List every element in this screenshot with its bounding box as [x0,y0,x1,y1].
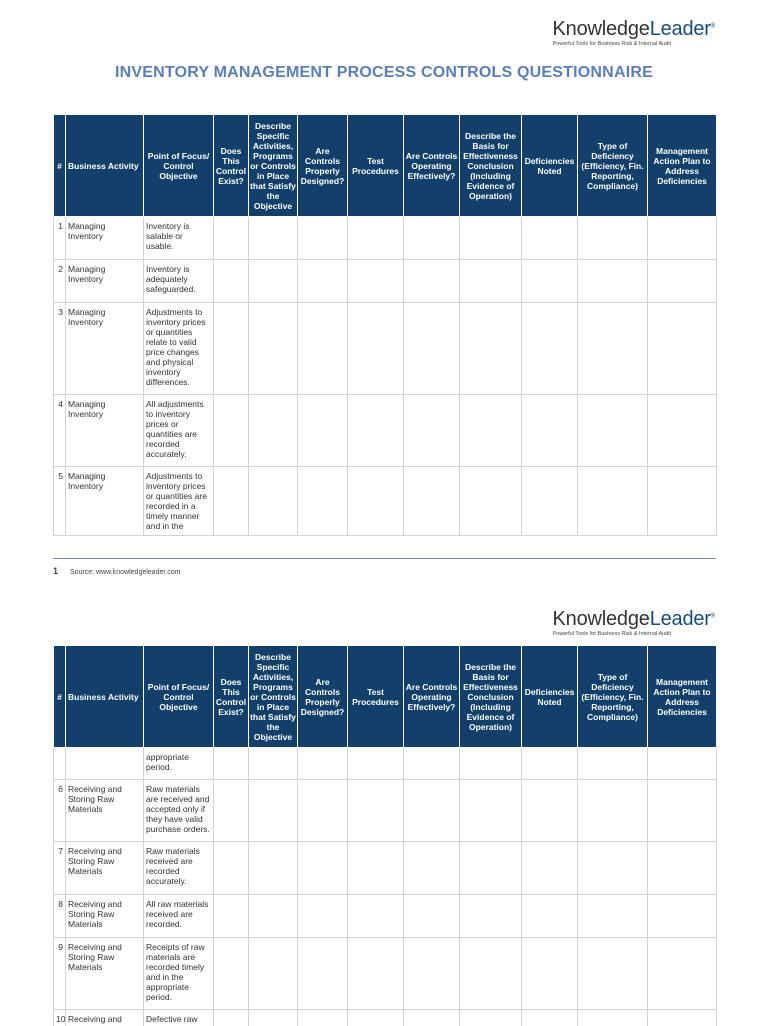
answer-cell[interactable] [249,395,298,467]
knowledgeleader-logo [553,608,715,637]
header-row [54,115,717,217]
header-cell-test-procedures: Test Procedures [348,115,404,217]
answer-cell[interactable] [460,842,522,895]
answer-cell[interactable] [348,217,404,260]
table-row [54,260,717,303]
answer-cell[interactable] [648,938,717,1010]
control-objective-cell: Receipts of raw materials are recorded timely and in the appropriate period. [144,938,214,1010]
answer-cell[interactable] [404,938,460,1010]
answer-cell[interactable] [214,467,249,536]
answer-cell[interactable] [522,938,578,1010]
business-activity-cell: Managing Inventory [66,303,144,395]
answer-cell[interactable] [214,260,249,303]
table-row [54,303,717,395]
page-2 [0,596,768,1026]
answer-cell[interactable] [214,748,249,780]
header-cell-describe-activities: Describe Specific Activities, Programs or Controls in Place that Satisfy the Objective [249,115,298,217]
header-cell-properly-designed: Are Controls Properly Designed? [298,646,348,748]
answer-cell[interactable] [648,260,717,303]
answer-cell[interactable] [460,780,522,842]
answer-cell[interactable] [648,395,717,467]
answer-cell[interactable] [214,842,249,895]
row-number: 10 [54,1010,66,1026]
control-objective-cell: All adjustments to inventory prices or quantities are recorded accurately. [144,395,214,467]
footnote-divider [53,558,716,559]
answer-cell[interactable] [648,780,717,842]
answer-cell[interactable] [298,895,348,938]
answer-cell[interactable] [298,303,348,395]
answer-cell[interactable] [460,938,522,1010]
header-cell-operating-effectively: Are Controls Operating Effectively? [404,115,460,217]
answer-cell[interactable] [404,260,460,303]
answer-cell[interactable] [214,395,249,467]
logo-name-part2: Leader [650,18,711,40]
answer-cell[interactable] [348,780,404,842]
answer-cell[interactable] [214,895,249,938]
answer-cell[interactable] [648,895,717,938]
logo-tm: ® [711,613,715,619]
table-row [54,467,717,536]
row-number: 2 [54,260,66,303]
row-number: 3 [54,303,66,395]
answer-cell[interactable] [578,780,648,842]
answer-cell[interactable] [298,748,348,780]
business-activity-cell: Managing Inventory [66,395,144,467]
answer-cell[interactable] [298,217,348,260]
table-row [54,842,717,895]
business-activity-cell: Managing Inventory [66,260,144,303]
answer-cell[interactable] [578,260,648,303]
row-number: 9 [54,938,66,1010]
answer-cell[interactable] [214,217,249,260]
header-cell-deficiency-type: Type of Deficiency (Efficiency, Fin. Reporting, Compliance) [578,646,648,748]
knowledgeleader-logo [553,18,715,47]
answer-cell[interactable] [249,842,298,895]
control-objective-cell: All raw materials received are recorded. [144,895,214,938]
answer-cell[interactable] [522,395,578,467]
answer-cell[interactable] [348,895,404,938]
logo-name-part1: Knowledge [553,18,650,40]
answer-cell[interactable] [298,842,348,895]
business-activity-cell: Receiving and Storing Raw Materials [66,938,144,1010]
logo-name-part1: Knowledge [553,608,650,630]
answer-cell[interactable] [460,303,522,395]
header-row [54,646,717,748]
control-objective-cell: Adjustments to inventory prices or quantities are recorded in a timely manner and in the [144,467,214,536]
answer-cell[interactable] [404,842,460,895]
answer-cell[interactable] [522,303,578,395]
business-activity-cell: Receiving and Storing Raw Materials [66,895,144,938]
answer-cell[interactable] [578,303,648,395]
row-number: 8 [54,895,66,938]
answer-cell[interactable] [648,467,717,536]
answer-cell[interactable] [460,467,522,536]
table-row [54,217,717,260]
answer-cell[interactable] [578,217,648,260]
business-activity-cell [66,748,144,780]
business-activity-cell: Managing Inventory [66,467,144,536]
answer-cell[interactable] [522,217,578,260]
table-row [54,780,717,842]
answer-cell[interactable] [404,217,460,260]
answer-cell[interactable] [522,895,578,938]
answer-cell[interactable] [522,780,578,842]
answer-cell[interactable] [348,467,404,536]
business-activity-cell: Receiving and [66,1010,144,1026]
logo-tagline: Powerful Tools for Business Risk & Internal Audit [553,631,715,637]
answer-cell[interactable] [648,842,717,895]
answer-cell[interactable] [348,395,404,467]
answer-cell[interactable] [460,748,522,780]
answer-cell[interactable] [522,748,578,780]
answer-cell[interactable] [460,895,522,938]
logo-tagline: Powerful Tools for Business Risk & Internal Audit [553,41,715,47]
answer-cell[interactable] [404,748,460,780]
answer-cell[interactable] [578,895,648,938]
table-row [54,748,717,780]
header-cell-action-plan: Management Action Plan to Address Deficiencies [648,115,717,217]
business-activity-cell: Receiving and Storing Raw Materials [66,842,144,895]
control-objective-cell: Inventory is salable or usable. [144,217,214,260]
business-activity-cell: Managing Inventory [66,217,144,260]
header-cell-business-activity: Business Activity [66,115,144,217]
footnote-number: 1 [53,566,58,576]
header-cell-deficiencies-noted: Deficiencies Noted [522,646,578,748]
answer-cell[interactable] [298,467,348,536]
control-objective-cell: Defective raw [144,1010,214,1026]
answer-cell[interactable] [298,395,348,467]
answer-cell[interactable] [249,938,298,1010]
answer-cell[interactable] [348,260,404,303]
control-objective-cell: appropriate period. [144,748,214,780]
logo-name-part2: Leader [650,608,711,630]
table-row [54,395,717,467]
answer-cell[interactable] [648,748,717,780]
answer-cell[interactable] [249,895,298,938]
questionnaire-table-page-1 [53,114,717,536]
business-activity-cell: Receiving and Storing Raw Materials [66,780,144,842]
control-objective-cell: Inventory is adequately safeguarded. [144,260,214,303]
header-cell-action-plan: Management Action Plan to Address Deficiencies [648,646,717,748]
answer-cell[interactable] [648,303,717,395]
control-objective-cell: Raw materials are received and accepted only if they have valid purchase orders. [144,780,214,842]
logo-tm: ® [711,23,715,29]
row-number: 5 [54,467,66,536]
header-cell-operating-effectively: Are Controls Operating Effectively? [404,646,460,748]
header-cell-control-exist: Does This Control Exist? [214,115,249,217]
answer-cell[interactable] [249,260,298,303]
row-number: 4 [54,395,66,467]
header-cell-test-procedures: Test Procedures [348,646,404,748]
header-cell-control-exist: Does This Control Exist? [214,646,249,748]
row-number [54,748,66,780]
answer-cell[interactable] [249,217,298,260]
footnote [53,566,180,576]
answer-cell[interactable] [214,938,249,1010]
row-number: 1 [54,217,66,260]
answer-cell[interactable] [460,217,522,260]
answer-cell[interactable] [460,395,522,467]
header-cell-control-objective: Point of Focus/ Control Objective [144,115,214,217]
answer-cell[interactable] [404,467,460,536]
control-objective-cell: Adjustments to inventory prices or quantities relate to valid price changes and physical inventory differences. [144,303,214,395]
header-cell-describe-activities: Describe Specific Activities, Programs or Controls in Place that Satisfy the Objective [249,646,298,748]
header-cell-control-objective: Point of Focus/ Control Objective [144,646,214,748]
footnote-text: Source: www.knowledgeleader.com [70,569,181,576]
answer-cell[interactable] [249,303,298,395]
answer-cell[interactable] [249,780,298,842]
header-cell-deficiency-type: Type of Deficiency (Efficiency, Fin. Reporting, Compliance) [578,115,648,217]
answer-cell[interactable] [578,395,648,467]
header-cell-properly-designed: Are Controls Properly Designed? [298,115,348,217]
answer-cell[interactable] [578,938,648,1010]
answer-cell[interactable] [522,260,578,303]
answer-cell[interactable] [348,748,404,780]
answer-cell[interactable] [522,467,578,536]
header-cell-num: # [54,646,66,748]
answer-cell[interactable] [404,395,460,467]
answer-cell[interactable] [404,780,460,842]
answer-cell[interactable] [348,842,404,895]
answer-cell[interactable] [404,895,460,938]
table-row [54,895,717,938]
answer-cell[interactable] [648,217,717,260]
control-objective-cell: Raw materials received are recorded accurately. [144,842,214,895]
answer-cell[interactable] [348,938,404,1010]
answer-cell[interactable] [460,260,522,303]
answer-cell[interactable] [214,303,249,395]
page-title: INVENTORY MANAGEMENT PROCESS CONTROLS QUESTIONNAIRE [0,64,768,82]
answer-cell[interactable] [348,303,404,395]
header-cell-effectiveness-basis: Describe the Basis for Effectiveness Conclusion (Including Evidence of Operation) [460,115,522,217]
answer-cell[interactable] [578,467,648,536]
table-row [54,938,717,1010]
answer-cell[interactable] [214,780,249,842]
answer-cell[interactable] [578,748,648,780]
answer-cell[interactable] [522,842,578,895]
row-number: 7 [54,842,66,895]
answer-cell[interactable] [404,303,460,395]
answer-cell[interactable] [249,467,298,536]
header-cell-deficiencies-noted: Deficiencies Noted [522,115,578,217]
header-cell-business-activity: Business Activity [66,646,144,748]
answer-cell[interactable] [298,260,348,303]
row-number: 6 [54,780,66,842]
answer-cell[interactable] [578,842,648,895]
header-cell-num: # [54,115,66,217]
answer-cell[interactable] [249,748,298,780]
questionnaire-table-page-2 [53,645,717,1026]
answer-cell[interactable] [298,780,348,842]
answer-cell[interactable] [298,938,348,1010]
header-cell-effectiveness-basis: Describe the Basis for Effectiveness Conclusion (Including Evidence of Operation) [460,646,522,748]
